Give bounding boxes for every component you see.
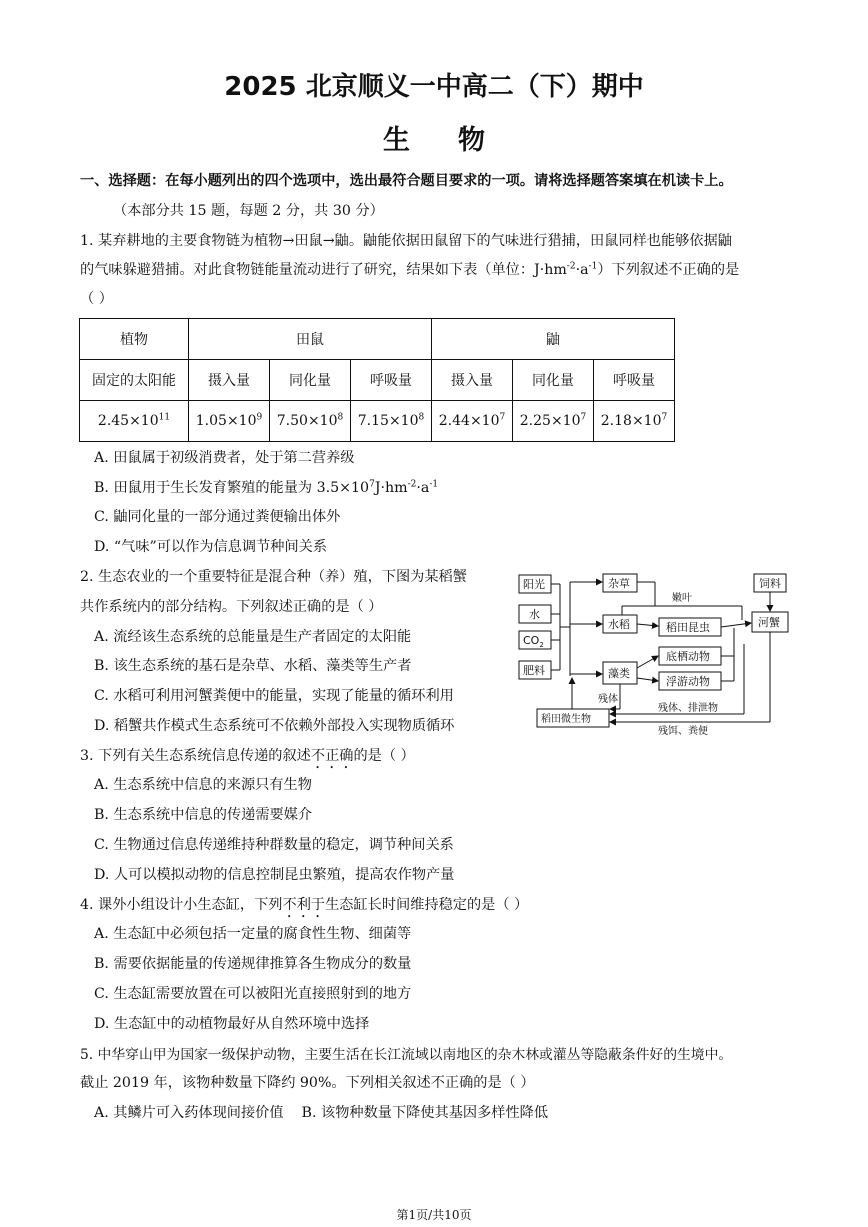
table-group-plant: 植物 [80,319,189,360]
energy-table [79,318,675,442]
q2-option-d: D. 稻蟹共作模式生态系统可不依赖外部投入实现物质循环 [94,718,455,734]
diagram-label-residue: 残体 [598,694,618,705]
q3-option-b: B. 生态系统中信息的传递需要媒介 [94,807,313,823]
q1-stem-line3: （ ） [80,291,113,307]
table-header: 摄入量 [432,360,513,401]
q3-option-d: D. 人可以模拟动物的信息控制昆虫繁殖，提高农作物产量 [94,867,455,883]
q2-stem-line1: 2. 生态农业的一个重要特征是混合种（养）殖，下图为某稻蟹 [80,569,467,585]
diagram-label-sunlight: 阳光 [523,578,545,591]
table-header: 同化量 [270,360,351,401]
diagram-label-microbes: 稻田微生物 [541,714,591,725]
diagram-label-insects: 稻田昆虫 [666,621,710,634]
q4-option-d: D. 生态缸中的动植物最好从自然环境中选择 [94,1016,370,1032]
q2-option-a: A. 流经该生态系统的总能量是生产者固定的太阳能 [94,629,412,645]
q2-option-c: C. 水稻可利用河蟹粪便中的能量，实现了能量的循环利用 [94,688,454,704]
page-footer: 第1页/共10页 [396,1208,472,1222]
q5-stem-line2: 截止 2019 年，该物种数量下降约 90%。下列相关叙述不正确的是（ ） [80,1075,535,1091]
table-cell: $2.25\times 10^7$ [513,401,594,442]
diagram-label-excreta: 残体、排泄物 [658,703,718,714]
q3-option-c: C. 生物通过信息传递维持种群数量的稳定，调节种间关系 [94,837,454,853]
diagram-label-rice: 水稻 [608,618,630,631]
diagram-label-algae: 藻类 [608,667,630,680]
table-cell: $1.05\times 10^9$ [189,401,270,442]
table-row [80,319,675,360]
table-header: 摄入量 [189,360,270,401]
q4-option-c: C. 生态缸需要放置在可以被阳光直接照射到的地方 [94,986,412,1002]
diagram-label-crab: 河蟹 [758,616,780,629]
diagram-label-fertilizer: 肥料 [523,664,545,677]
table-row [80,401,675,442]
table-cell: $2.18\times 10^7$ [594,401,675,442]
rice-crab-diagram [512,568,796,740]
diagram-label-benthic: 底栖动物 [666,650,710,663]
table-header: 呼吸量 [594,360,675,401]
q1-stem-line2: 的气味躲避猎捕。对此食物链能量流动进行了研究，结果如下表（单位：$J\cdot hm^{-2}\cdot a^{-1}$）下列叙述不正确的是 [80,261,740,278]
q4-stem: 4. 课外小组设计小生态缸，下列不利于生态缸长时间维持稳定的是（ ） [80,897,529,913]
table-group-mouse: 田鼠 [189,319,432,360]
q3-option-a: A. 生态系统中信息的来源只有生物 [94,777,312,793]
q4-option-b: B. 需要依据能量的传递规律推算各生物成分的数量 [94,956,412,972]
table-group-weasel: 鼬 [432,319,675,360]
diagram-label-plankton: 浮游动物 [666,675,710,688]
q2-stem-line2: 共作系统内的部分结构。下列叙述正确的是（ ） [80,599,383,615]
q4-option-a: A. 生态缸中必须包括一定量的腐食性生物、细菌等 [94,926,412,942]
table-row [80,360,675,401]
q5-stem-line1: 5. 中华穿山甲为国家一级保护动物，主要生活在长江流域以南地区的杂木林或灌丛等隐蔽条件好的生境中。 [80,1047,733,1063]
table-cell: $2.45\times 10^{11}$ [80,401,189,442]
diagram-label-young-leaves: 嫩叶 [672,593,692,604]
subject-title: 生物 [383,125,533,156]
table-header: 固定的太阳能 [80,360,189,401]
q2-option-b: B. 该生态系统的基石是杂草、水稻、藻类等生产者 [94,658,412,674]
diagram-label-feed: 饲料 [759,577,781,590]
table-cell: $7.50\times 10^8$ [270,401,351,442]
diagram-label-weeds: 杂草 [608,577,630,590]
table-cell: $2.44\times 10^7$ [432,401,513,442]
section-note: （本部分共 15 题，每题 2 分，共 30 分） [113,203,384,219]
q1-option-d: D. “气味”可以作为信息调节种间关系 [94,539,328,555]
table-cell: $7.15\times 10^8$ [351,401,432,442]
q1-option-a: A. 田鼠属于初级消费者，处于第二营养级 [94,450,355,466]
diagram-label-co2: $CO_2$ [523,634,544,649]
table-header: 呼吸量 [351,360,432,401]
section-heading: 一、选择题：在每小题列出的四个选项中，选出最符合题目要求的一项。请将选择题答案填在机读卡上。 [80,173,733,189]
q5-options-ab: A. 其鳞片可入药体现间接价值 B. 该物种数量下降使其基因多样性降低 [94,1105,549,1121]
table-header: 同化量 [513,360,594,401]
diagram-label-water: 水 [529,608,540,621]
q1-option-b: B. 田鼠用于生长发育繁殖的能量为 $3.5\times 10^7J\cdot hm^{-2}\cdot a^{-1}$ [94,479,439,496]
q1-option-c: C. 鼬同化量的一部分通过粪便输出体外 [94,509,341,525]
page-title: 2025 北京顺义一中高二（下）期中 [224,72,644,102]
q3-stem: 3. 下列有关生态系统信息传递的叙述不正确的是（ ） [80,748,415,764]
diagram-label-bait: 残饵、粪便 [658,726,708,737]
q1-stem-line1: 1. 某弃耕地的主要食物链为植物→田鼠→鼬。鼬能依据田鼠留下的气味进行猎捕，田鼠同样也能够依据鼬 [80,233,732,249]
